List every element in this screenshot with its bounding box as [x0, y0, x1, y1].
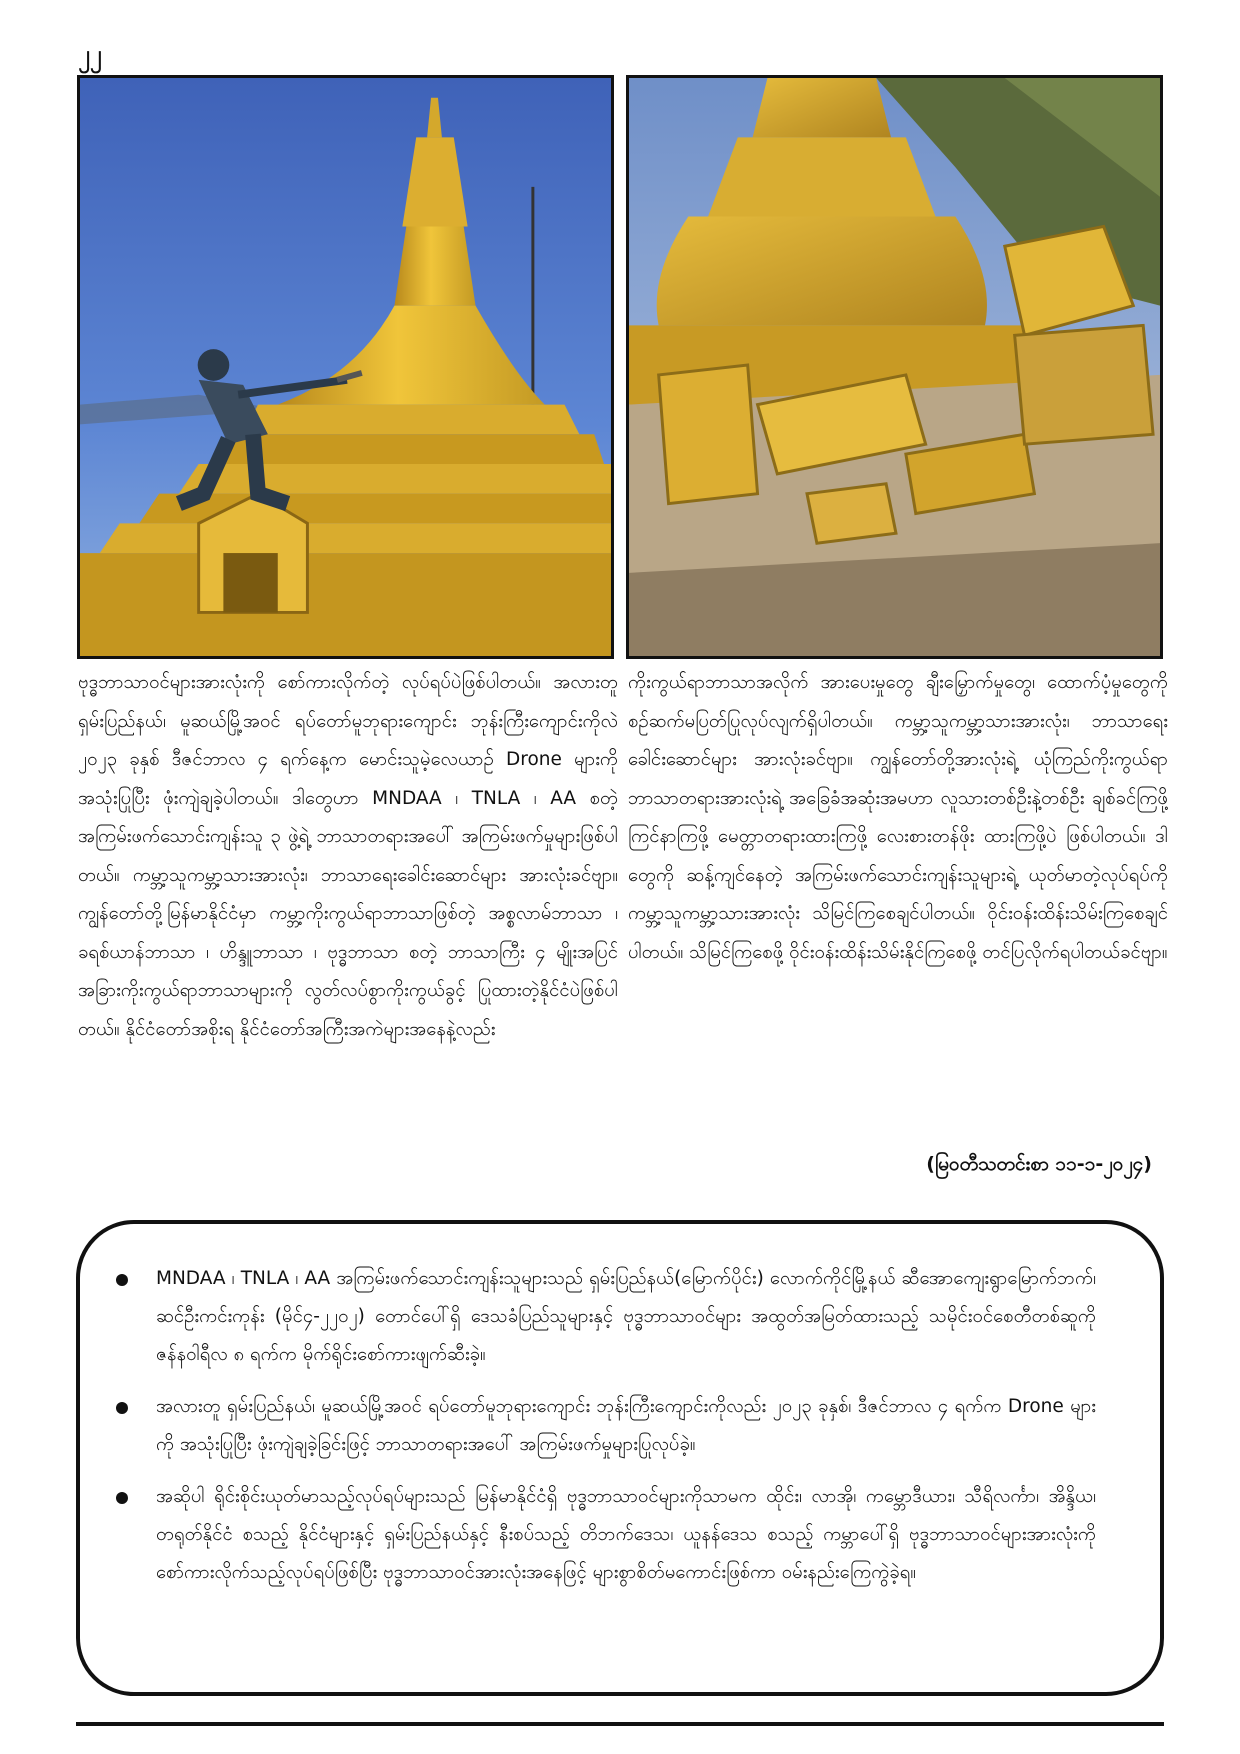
- photo-destroyed-pagoda: [626, 75, 1163, 659]
- photo-pagoda-attack: [77, 75, 614, 659]
- summary-item: [156, 1388, 1096, 1464]
- article-paragraph-right: ကိုးကွယ်ရာဘာသာအလိုက် အားပေးမှုတွေ ချီးမြှောက်မှုတွေ၊ ထောက်ပံ့မှုတွေကို စဉ်ဆက်မပြတ်ပြုလုပ်လျက်ရှိပါတယ်။ ကမ္ဘာ့သူကမ္ဘာ့သားအားလုံး၊ ဘာသာရေးခေါင်းဆောင်များ အားလုံးခင်ဗျာ။ ကျွန်တော်တို့အားလုံးရဲ့ ယုံကြည်ကိုးကွယ်ရာ ဘာသာတရားအားလုံးရဲ့ အခြေခံအဆုံးအမဟာ လူသားတစ်ဦးနဲ့တစ်ဦး ချစ်ခင်ကြဖို့ ကြင်နာကြဖို့ မေတ္တာတရားထားကြဖို့ လေးစားတန်ဖိုး ထားကြဖို့ပဲ ဖြစ်ပါတယ်။ ဒါတွေကို ဆန့်ကျင်နေတဲ့ အကြမ်းဖက်သောင်းကျန်းသူများရဲ့ ယုတ်မာတဲ့လုပ်ရပ်ကို ကမ္ဘာ့သူကမ္ဘာ့သားအားလုံး သိမြင်ကြစေချင်ပါတယ်။ ဝိုင်းဝန်းထိန်းသိမ်းကြစေချင်ပါတယ်။ သိမြင်ကြစေဖို့ ဝိုင်းဝန်းထိန်းသိမ်းနိုင်ကြစေဖို့ တင်ပြလိုက်ရပါတယ်ခင်ဗျာ။: [628, 672, 1168, 963]
- summary-item-text: အလားတူ ရှမ်းပြည်နယ်၊ မူဆယ်မြို့အဝင် ရပ်တော်မူဘုရားကျောင်း ဘုန်းကြီးကျောင်းကိုလည်း ၂၀၂၃ ခုနှစ်၊ ဒီဇင်ဘာလ ၄ ရက်က Drone များကို အသုံးပြုပြီး ဖုံးကျဲချခဲ့ခြင်းဖြင့် ဘာသာတရားအပေါ် အကြမ်းဖက်မှုများပြုလုပ်ခဲ့။: [156, 1396, 1096, 1455]
- bullet-icon: [116, 1492, 128, 1504]
- page-number: ၂၂: [78, 40, 102, 68]
- article-right-column: [628, 664, 1168, 972]
- article-paragraph-left: ဗုဒ္ဓဘာသာဝင်များအားလုံးကို စော်ကားလိုက်တဲ့ လုပ်ရပ်ပဲဖြစ်ပါတယ်။ အလားတူ ရှမ်းပြည်နယ်၊ မူဆယ်မြို့အဝင် ရပ်တော်မူဘုရားကျောင်း ဘုန်းကြီးကျောင်းကိုလဲ ၂၀၂၃ ခုနှစ် ဒီဇင်ဘာလ ၄ ရက်နေ့က မောင်းသူမဲ့လေယာဉ် Drone များကို အသုံးပြုပြီး ဖုံးကျဲချခဲ့ပါတယ်။ ဒါတွေဟာ MNDAA ၊ TNLA ၊ AA စတဲ့အကြမ်းဖက်သောင်းကျန်းသူ ၃ ဖွဲ့ရဲ့ ဘာသာတရားအပေါ် အကြမ်းဖက်မှုများဖြစ်ပါတယ်။ ကမ္ဘာ့သူကမ္ဘာ့သားအားလုံး၊ ဘာသာရေးခေါင်းဆောင်များ အားလုံးခင်ဗျာ။ ကျွန်တော်တို့မြန်မာနိုင်ငံမှာ ကမ္ဘာ့ကိုးကွယ်ရာဘာသာဖြစ်တဲ့ အစ္စလာမ်ဘာသာ ၊ ခရစ်ယာန်ဘာသာ ၊ ဟိန္ဒူဘာသာ ၊ ဗုဒ္ဓဘာသာ စတဲ့ ဘာသာကြီး ၄ မျိုးအပြင် အခြားကိုးကွယ်ရာဘာသာများကို လွတ်လပ်စွာကိုးကွယ်ခွင့် ပြုထားတဲ့နိုင်ငံပဲဖြစ်ပါတယ်။ နိုင်ငံတော်အစိုးရ နိုင်ငံတော်အကြီးအကဲများအနေနဲ့လည်း: [78, 672, 618, 1040]
- summary-item: [156, 1478, 1096, 1592]
- summary-list: [80, 1224, 1160, 1592]
- pagoda-attack-image: [80, 78, 611, 656]
- bullet-icon: [116, 1402, 128, 1414]
- article-source: (မြဝတီသတင်းစာ ၁၁-၁-၂၀၂၄): [926, 1153, 1152, 1175]
- article-left-column: [78, 664, 618, 1049]
- summary-item-text: အဆိုပါ ရိုင်းစိုင်းယုတ်မာသည့်လုပ်ရပ်များသည် မြန်မာနိုင်ငံရှိ ဗုဒ္ဓဘာသာဝင်များကိုသာမက ထိုင်း၊ လာအို၊ ကမ္ဘောဒီယား၊ သီရိလင်္ကာ၊ အိန္ဒိယ၊ တရုတ်နိုင်ငံ စသည့် နိုင်ငံများနှင့် ရှမ်းပြည်နယ်နှင့် နီးစပ်သည့် တိဘက်ဒေသ၊ ယူနန်ဒေသ စသည့် ကမ္ဘာပေါ်ရှိ ဗုဒ္ဓဘာသာဝင်များအားလုံးကို စော်ကားလိုက်သည့်လုပ်ရပ်ဖြစ်ပြီး ဗုဒ္ဓဘာသာဝင်အားလုံးအနေဖြင့် များစွာစိတ်မကောင်းဖြစ်ကာ ဝမ်းနည်းကြေကွဲခဲ့ရ။: [156, 1486, 1096, 1583]
- summary-item-text: MNDAA ၊ TNLA ၊ AA အကြမ်းဖက်သောင်းကျန်းသူများသည် ရှမ်းပြည်နယ်(မြောက်ပိုင်း) လောက်ကိုင်မြို့နယ် ဆီအောကျေးရွာမြောက်ဘက်၊ ဆင်ဦးကင်းကုန်း (မိုင်၄-၂၂၀၂) တောင်ပေါ်ရှိ ဒေသခံပြည်သူများနှင့် ဗုဒ္ဓဘာသာဝင်များ အထွတ်အမြတ်ထားသည့် သမိုင်းဝင်စေတီတစ်ဆူကို ဇန်နဝါရီလ ၈ ရက်က မိုက်ရိုင်းစော်ကားဖျက်ဆီးခဲ့။: [156, 1268, 1096, 1365]
- bullet-icon: [116, 1274, 128, 1286]
- summary-item: [156, 1260, 1096, 1374]
- destroyed-pagoda-image: [629, 78, 1160, 656]
- footer-divider: [76, 1722, 1164, 1726]
- summary-box: [76, 1220, 1164, 1696]
